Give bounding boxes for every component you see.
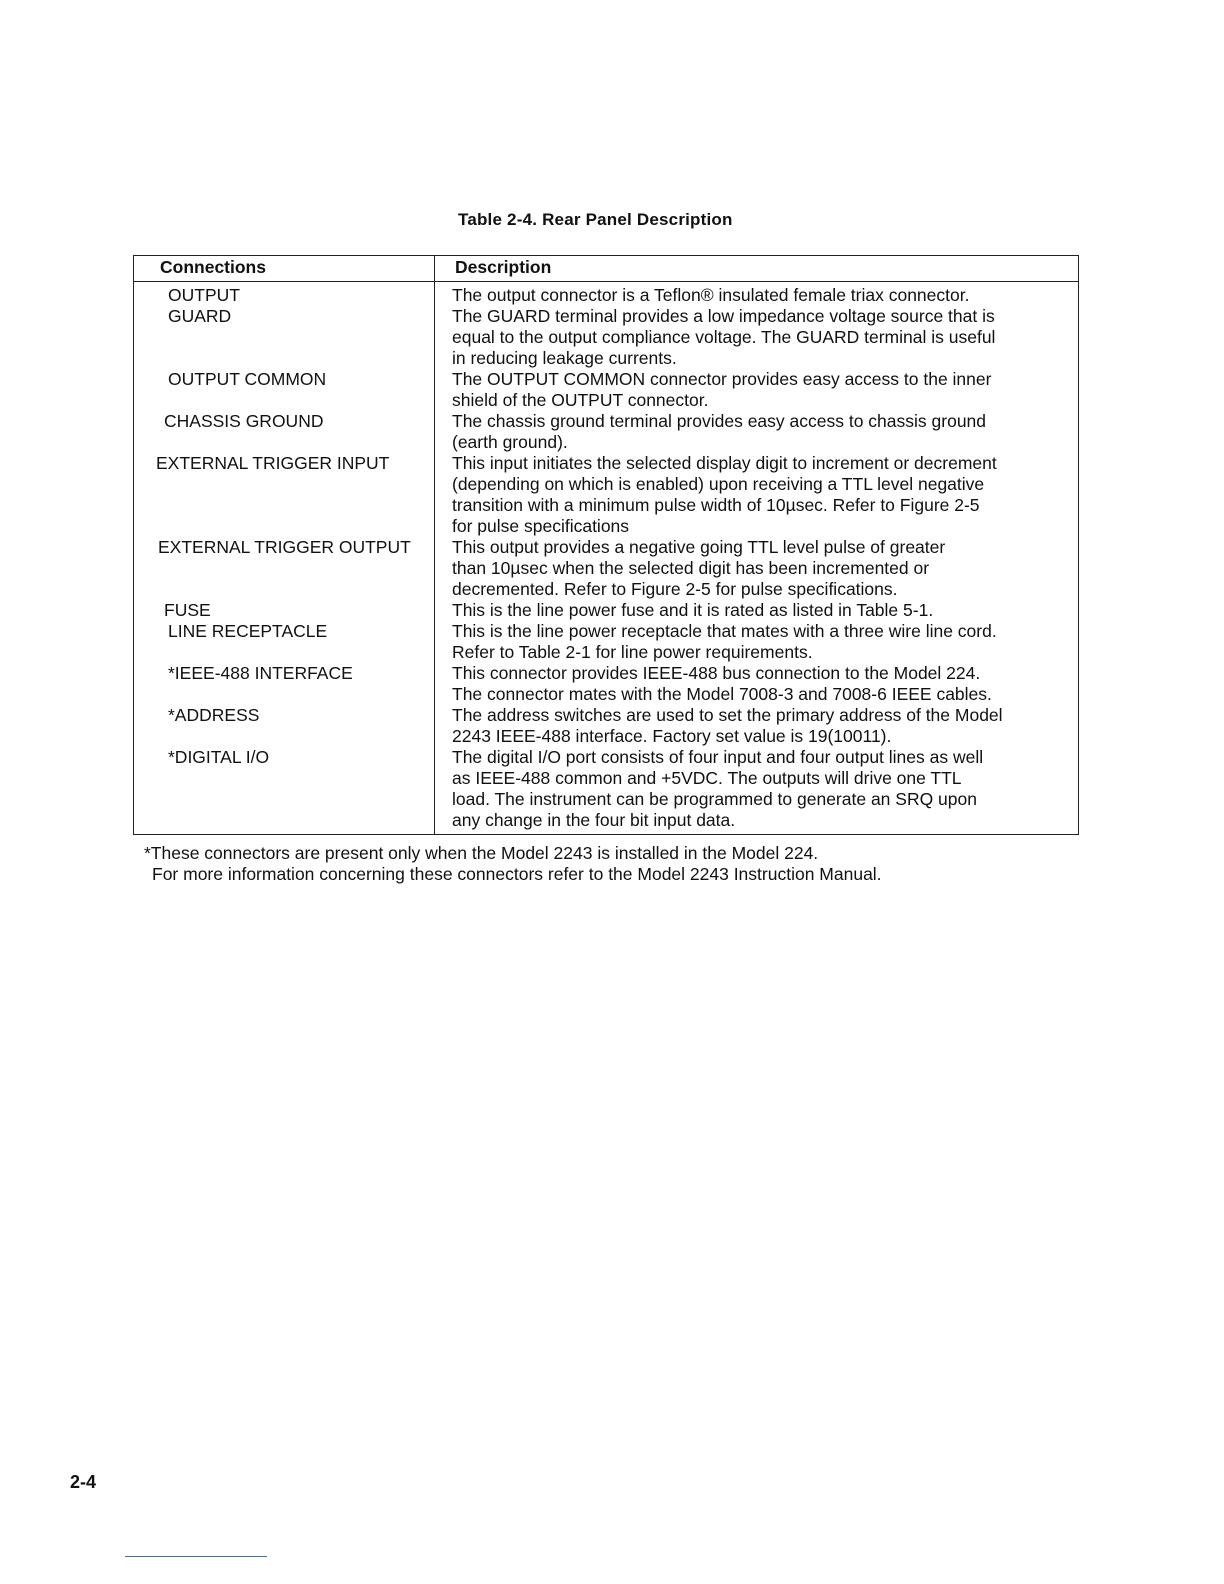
description-line: This output provides a negative going TTL level pulse of greater xyxy=(452,537,946,557)
connection-cell: OUTPUT COMMON xyxy=(168,369,327,389)
description-line: equal to the output compliance voltage. The GUARD terminal is useful xyxy=(452,327,996,347)
description-line: as IEEE-488 common and +5VDC. The outputs will drive one TTL xyxy=(452,768,962,788)
connection-cell: EXTERNAL TRIGGER OUTPUT xyxy=(158,537,411,557)
description-line: transition with a minimum pulse width of 10µsec. Refer to Figure 2-5 xyxy=(452,495,980,515)
description-line: The digital I/O port consists of four input and four output lines as well xyxy=(452,747,984,767)
description-line: The OUTPUT COMMON connector provides easy access to the inner xyxy=(452,369,992,389)
description-line: This input initiates the selected display digit to increment or decrement xyxy=(452,453,997,473)
description-line: 2243 IEEE-488 interface. Factory set value is 19(10011). xyxy=(452,726,892,746)
connection-cell: EXTERNAL TRIGGER INPUT xyxy=(156,453,390,473)
connection-cell: *ADDRESS xyxy=(168,705,260,725)
header-connections: Connections xyxy=(160,257,266,277)
description-line: load. The instrument can be programmed to generate an SRQ upon xyxy=(452,789,977,809)
table-header xyxy=(134,256,1078,282)
connection-cell: LINE RECEPTACLE xyxy=(168,621,328,641)
connection-cell: *DIGITAL I/O xyxy=(168,747,270,767)
footnote-line-2: For more information concerning these connectors refer to the Model 2243 Instruction Manual. xyxy=(152,864,882,884)
connection-cell: CHASSIS GROUND xyxy=(164,411,324,431)
description-line: The GUARD terminal provides a low impedance voltage source that is xyxy=(452,306,995,326)
header-description: Description xyxy=(455,257,552,277)
description-line: any change in the four bit input data. xyxy=(452,810,736,830)
footnote-line-1: *These connectors are present only when the Model 2243 is installed in the Model 224. xyxy=(144,843,819,863)
connection-cell: OUTPUT xyxy=(168,285,240,305)
description-line: The chassis ground terminal provides easy access to chassis ground xyxy=(452,411,987,431)
description-line: (depending on which is enabled) upon receiving a TTL level negative xyxy=(452,474,985,494)
description-line: (earth ground). xyxy=(452,432,568,452)
description-line: than 10µsec when the selected digit has been incremented or xyxy=(452,558,930,578)
description-line: Refer to Table 2-1 for line power requirements. xyxy=(452,642,813,662)
description-line: for pulse specifications xyxy=(452,516,630,536)
connection-cell: FUSE xyxy=(164,600,211,620)
connection-cell: *IEEE-488 INTERFACE xyxy=(168,663,353,683)
column-divider xyxy=(434,256,435,834)
description-line: This connector provides IEEE-488 bus connection to the Model 224. xyxy=(452,663,981,683)
page-number: 2-4 xyxy=(70,1472,97,1492)
description-line: in reducing leakage currents. xyxy=(452,348,677,368)
description-line: decremented. Refer to Figure 2-5 for pulse specifications. xyxy=(452,579,898,599)
description-line: The output connector is a Teflon® insulated female triax connector. xyxy=(452,285,970,305)
bottom-rule xyxy=(125,1556,267,1557)
connection-cell: GUARD xyxy=(168,306,232,326)
table-body xyxy=(134,282,1078,834)
description-line: This is the line power fuse and it is rated as listed in Table 5-1. xyxy=(452,600,934,620)
table-title: Table 2-4. Rear Panel Description xyxy=(458,210,733,229)
description-line: The connector mates with the Model 7008-3 and 7008-6 IEEE cables. xyxy=(452,684,992,704)
footnote xyxy=(144,843,882,885)
description-line: This is the line power receptacle that mates with a three wire line cord. xyxy=(452,621,997,641)
rear-panel-table xyxy=(133,255,1079,835)
description-line: The address switches are used to set the primary address of the Model xyxy=(452,705,1003,725)
description-line: shield of the OUTPUT connector. xyxy=(452,390,709,410)
